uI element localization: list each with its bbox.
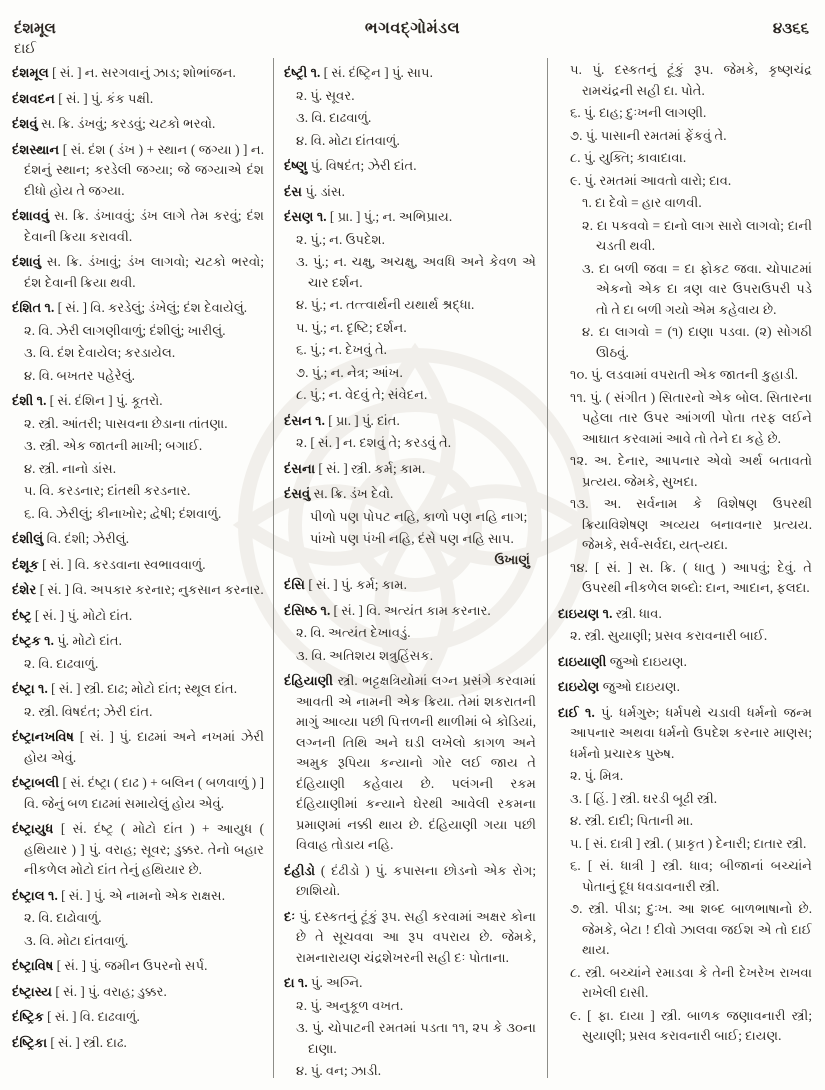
headword: દંષ્ટ્રા ૧. <box>12 681 48 696</box>
definition-text: [ સં. દંષ્ટ્ર ( મોટો દાંત ) + આયુધ ( હથિયાર ) ] પું. વરાહ; સૂવર; ડુક્કર. તેનો બહાર નીકળેલ મોટો દાંત તેનું હથિયાર છે. <box>24 821 264 877</box>
definition-text: ( દંઢીડો ) પું. કપાસના છોડનો એક રોગ; છાશિયો. <box>296 862 536 898</box>
dictionary-entry <box>12 1007 264 1028</box>
definition-text: [ સં. દંષ્ટ્રિન ] પું. સાપ. <box>323 65 433 80</box>
dictionary-entry <box>284 459 536 480</box>
sense-line <box>284 295 536 316</box>
definition-text: ૨. પું. મિત્ર. <box>570 768 624 783</box>
headword: દંષ્ટ્રિક <box>12 1009 44 1024</box>
definition-text: ૩. દા બળી જવા = દા ફોકટ જવા. ચોપાટમાં એકનો એક દા ત્રણ વાર ઉપરાઉપરી પડે તો તે દા બળી ગયો એમ કહેવાય છે. <box>582 260 812 317</box>
definition-text: [ સં. ] વિ. અપકાર કરનાર; નુકસાન કરનાર. <box>39 582 264 597</box>
definition-text: ૨. વિ. અત્યંત દેખાવડું. <box>296 625 411 640</box>
sense-line <box>558 451 812 492</box>
definition-text: જુઓ દાઇયણ. <box>609 653 687 669</box>
definition-text: ૧૧. પું. ( સંગીત ) સિતારનો એક બોલ. સિતારના પહેલા તાર ઉપર આંગળી પોતા તરફ લઈને આઘાત કરવામાં આવે તો તેને દા કહે છે. <box>570 389 812 446</box>
headword: દંહિયાણી <box>284 673 334 688</box>
dictionary-entry <box>284 671 536 856</box>
definition-text: ૮. પું. યુક્તિ; કાવાદાવા. <box>570 150 687 165</box>
sense-line <box>558 856 812 897</box>
dictionary-entry <box>284 63 536 84</box>
definition-text: ૨. વિ. દાઢોવાળું. <box>24 910 102 925</box>
dictionary-entry <box>558 652 812 673</box>
definition-text: ૩. વિ. દંશ દેવાયેલ; કરડાયેલ. <box>24 345 176 360</box>
definition-text: ૨. દા પકવવો = દાનો લાગ સારો લાગવો; દાની ચડતી થવી. <box>582 217 812 253</box>
headword: દંષ્ટ્રક ૧. <box>12 633 54 648</box>
dictionary-entry <box>12 206 264 247</box>
dictionary-entry <box>284 156 536 177</box>
sense-line <box>284 385 536 406</box>
definition-text: ૧૪. [ સં. ] સ. ક્રિ. ( ધાતુ ) આપવું; દેવું. તે ઉપરથી નીકળેલ શબ્દો: દાન, આદાન, ફલદા. <box>570 559 812 595</box>
definition-text: પું. વિષદંત; ઝેરી દાંત. <box>310 158 417 173</box>
definition-text: ૯. [ ફા. દાયા ] સ્ત્રી. બાળક જણાવનારી સ્ત્રી; સુયાણી; પ્રસવ કરાવનારી બાઈ; દાયણ. <box>570 1007 812 1043</box>
definition-text: [ સં. ] પું. કંક પક્ષી. <box>58 90 154 106</box>
dictionary-entry <box>12 114 264 135</box>
definition-text: ૬. [ સં. ધાત્રી ] સ્ત્રી. ધાવ; બીજાનાં બચ્ચાંને પોતાનું દૂધ ધવડાવનારી સ્ત્રી. <box>570 858 812 894</box>
definition-text: ૧. દા દેવો = હાર વાળવી. <box>582 195 702 210</box>
dictionary-entry <box>12 1033 264 1054</box>
sense-line <box>558 766 812 787</box>
sense-line <box>558 126 812 147</box>
headword: દંસણ ૧. <box>284 209 327 224</box>
headword: દંશી ૧. <box>12 393 47 408</box>
definition-text: ઉખાણું <box>494 551 530 567</box>
dictionary-entry <box>12 580 264 601</box>
columns-container <box>0 58 825 1086</box>
dictionary-entry <box>284 907 536 969</box>
definition-text: સ. ક્રિ. ડંખાવું; ડંખ લાગવો; ચટકો ભરવો; દંશ દેવાની ક્રિયા થવી. <box>24 254 264 290</box>
dictionary-entry <box>284 575 536 596</box>
sense-line <box>284 86 536 107</box>
subsense-line <box>558 322 812 363</box>
page-header <box>0 16 825 60</box>
sense-line <box>284 996 536 1017</box>
dictionary-entry <box>284 861 536 902</box>
verse-line <box>284 529 536 550</box>
definition-text: ૨. વિ. ઝેરી લાગણીવાળું; દંશીલું; ખારીલું. <box>24 322 226 338</box>
column-divider-left <box>273 58 274 1078</box>
headword: દંષ્ણુ <box>284 158 308 173</box>
sense-line <box>284 230 536 251</box>
definition-text: સ. ક્રિ. ડંખાવવું; ડંખ લાગે તેમ કરવું; દંશ દેવાની ક્રિયા કરાવવી. <box>24 208 264 244</box>
headword: દંસવું <box>284 486 311 501</box>
definition-text: [ પ્રા. ] પું.; ન. અભિપ્રાય. <box>329 209 453 224</box>
definition-text: સ. ક્રિ. ડંખવું; કરડવું; ચટકો ભરવો. <box>41 116 216 131</box>
definition-text: [ સં. ] વિ. કરડેલું; ડંખેલું; દંશ દેવાયેલું. <box>57 300 248 315</box>
definition-text: પું. મોટો દાંત. <box>57 633 122 648</box>
dictionary-entry <box>284 601 536 622</box>
definition-text: [ સં. ] ન. સરગવાનું ઝાડ; શોભાંજન. <box>52 65 236 80</box>
headword: દંશૂક <box>12 556 39 572</box>
headword: દાઇયણ ૧. <box>558 605 613 621</box>
definition-text: ૬. પું.; ન. દેખવું તે. <box>296 342 387 357</box>
definition-text: [ સં. ] પું. કર્મ; કામ. <box>308 577 407 592</box>
definition-text: [ સં. દંષ્ટ્રા ( દાઢ ) + બલિન ( બળવાળું ) ] વિ. જેનું બળ દાઢમાં સમાયેલું હોય એવું. <box>24 775 264 811</box>
subsense-line <box>558 259 812 321</box>
definition-text: [ સં. ] સ્ત્રી. કર્મ; કામ. <box>318 460 426 476</box>
headword: દા ૧. <box>284 975 308 990</box>
sense-line <box>558 1006 812 1047</box>
definition-text: ૩. પું. ચોપાટની રમતમાં પડતા ૧૧, ૨૫ કે ૩૦ના દાણા. <box>296 1020 536 1056</box>
sense-line <box>558 103 812 124</box>
sense-line <box>12 931 264 952</box>
definition-text: ૮. સ્ત્રી. બચ્ચાંને રમાડવા કે તેની દેખરેખ રાખવા રાખેલી દાસી. <box>570 964 812 1000</box>
attribution-line <box>284 550 536 571</box>
sense-line <box>284 363 536 384</box>
headword: દાઇયેણ <box>558 679 600 694</box>
headword: દંહીડો <box>284 862 316 878</box>
sense-line <box>12 343 264 364</box>
definition-text: ૨. સ્ત્રી. આંતરી; પાસવના છેડાના તાંતણા. <box>24 415 228 431</box>
sense-line <box>284 623 536 644</box>
sense-line <box>558 365 812 386</box>
dictionary-entry <box>12 727 264 768</box>
sense-line <box>12 702 264 723</box>
sense-line <box>284 1018 536 1059</box>
headword: દંસિ <box>284 577 306 592</box>
sense-line <box>12 459 264 480</box>
definition-text: ૭. સ્ત્રી. પીડા; દુઃખ. આ શબ્દ બાળભાષાનો છે. જેમકે, બેટા ! દીવો ઝાલવા જઈશ એ તો દાઈ થાય. <box>570 901 812 957</box>
headword: દંશાવવું <box>12 208 50 223</box>
sense-line <box>12 654 264 675</box>
sense-line <box>558 494 812 556</box>
definition-text: ૮. પું.; ન. વેદવું તે; સંવેદન. <box>296 387 428 402</box>
dictionary-entry <box>558 604 812 625</box>
header-last-word: દાઈ <box>14 42 37 57</box>
headword: દંષ્ટ્રાનખવિષ <box>12 729 74 744</box>
definition-text: [ સં. ] વિ. અત્યંત કામ કરનાર. <box>333 602 491 618</box>
dictionary-entry <box>284 411 536 432</box>
headword: દંષ્ટ્રાલ ૧. <box>12 887 58 903</box>
dictionary-entry <box>12 140 264 202</box>
sense-line <box>558 811 812 832</box>
dictionary-entry <box>284 207 536 228</box>
definition-text: ૫. [ સં. દાત્રી ] સ્ત્રી. ( પ્રાકૃત ) દેનારી; દાતાર સ્ત્રી. <box>570 835 807 851</box>
definition-text: ૪. વિ. મોટા દાંતવાળું. <box>296 132 400 148</box>
dictionary-title: ભગવદ્ગોમંડલ <box>364 20 461 37</box>
headword: દંષ્ટ્ર <box>12 607 32 623</box>
dictionary-entry <box>12 679 264 700</box>
headword: દંશમૂલ <box>12 65 49 80</box>
dictionary-entry <box>12 631 264 652</box>
definition-text: [ સં. ] પું. જમીન ઉપરનો સર્પ. <box>56 958 208 973</box>
sense-line <box>284 131 536 152</box>
subsense-line <box>558 193 812 214</box>
definition-text: ૧૩. અ. સર્વનામ કે વિશેષણ ઉપરથી ક્રિયાવિશેષણ અવ્યય બનાવનાર પ્રત્યય. જેમકે, સર્વ-સર્વદા, યત્-યદા. <box>570 496 812 552</box>
header-first-word: દંશમૂલ <box>14 21 56 37</box>
definition-text: ૪. સ્ત્રી. દાદી; પિતાની મા. <box>570 813 694 828</box>
definition-text: પું. અગ્નિ. <box>310 975 363 990</box>
definition-text: ૪. વિ. બખતર પહેરેલું. <box>24 367 135 383</box>
dictionary-entry <box>12 606 264 627</box>
definition-text: પું. ધર્મગુરુ; ધર્મપથે ચડાવી ધર્મનો જન્મ આપનાર અથવા ધર્મનો ઉપદેશ કરનાર માણસ; ધર્મનો પ્રચારક પુરુષ. <box>570 704 812 761</box>
definition-text: ૬. પું. દાહ; દુઃખની લાગણી. <box>570 105 707 120</box>
definition-text: [ સં. ] સ્ત્રી. દાઢ; મોટો દાંત; સ્થૂલ દાંત. <box>51 681 237 696</box>
definition-text: સ. ક્રિ. ડંખ દેવો. <box>313 486 394 501</box>
sense-line <box>558 388 812 450</box>
dictionary-entry <box>12 298 264 319</box>
sense-line <box>284 1061 536 1082</box>
definition-text: પાંખો પણ પંખી નહિ, દંસે પણ નહિ સાપ. <box>310 531 514 546</box>
sense-line <box>284 252 536 293</box>
definition-text: સ્ત્રી. ધાવ. <box>615 605 662 621</box>
definition-text: ૩. સ્ત્રી. એક જાતની માખી; બગાઈ. <box>24 438 203 453</box>
dictionary-entry <box>284 182 536 203</box>
headword: દંશવદન <box>12 90 55 106</box>
definition-text: ૩. વિ. મોટા દાંતવાળું. <box>24 932 129 948</box>
definition-text: ૧૨. અ. દેનાર, આપનાર એવો અર્થ બતાવતો પ્રત્યય. જેમકે, સુખદા. <box>570 453 812 489</box>
definition-text: [ સં. ] વિ. દાઢવાળું. <box>47 1009 140 1024</box>
sense-line <box>12 504 264 525</box>
definition-text: ૨. વિ. દાઢવાળું. <box>24 655 99 671</box>
headword: દંશાવું <box>12 254 41 269</box>
dictionary-entry <box>12 886 264 907</box>
dictionary-entry <box>284 973 536 994</box>
headword: દંશેર <box>12 582 37 597</box>
headword: દંષ્ટ્રી ૧. <box>284 65 321 80</box>
definition-text: ૬. વિ. ઝેરીલું; કીનાખોર; દ્વેષી; દંશવાળું. <box>24 505 222 521</box>
dictionary-entry <box>558 677 812 698</box>
headword: દંસના <box>284 460 316 476</box>
definition-text: [ પ્રા. ] પું. દાંત. <box>328 412 400 428</box>
definition-text: ૩. [ હિં. ] સ્ત્રી. ઘરડી બૂઢી સ્ત્રી. <box>570 790 718 806</box>
dictionary-entry <box>284 484 536 505</box>
verse-line <box>284 507 536 528</box>
definition-text: ૨. પું. સૂવર. <box>296 87 355 103</box>
dictionary-entry <box>12 982 264 1003</box>
dictionary-entry <box>12 529 264 550</box>
sense-line <box>12 414 264 435</box>
definition-text: [ સં. ] પું. વરાહ; ડુક્કર. <box>55 983 167 999</box>
column-3 <box>558 58 812 1086</box>
headword: દંશસ્થાન <box>12 141 60 157</box>
definition-text: જુઓ દાઇયણ. <box>602 679 680 694</box>
dictionary-entry <box>12 956 264 977</box>
sense-line <box>558 60 812 101</box>
definition-text: પું. દસ્કતનું ટૂંકું રૂપ. સહી કરવામાં અક્ષર કોના છે તે સૂચવવા આ રૂપ વપરાય છે. જેમકે, રામનારાયણ ચંદ્રશેખરની સહી દઃ પોતાના. <box>296 908 536 965</box>
headword: દંસ <box>284 183 303 199</box>
sense-line <box>558 558 812 599</box>
dictionary-entry <box>12 89 264 110</box>
sense-line <box>558 963 812 1004</box>
page-number: ૪૩૬૬ <box>772 21 809 37</box>
headword: દંષ્ટ્રિકા <box>12 1034 48 1050</box>
definition-text: ૪. પું.; ન. તત્ત્વાર્થની યથાર્થ શ્રદ્ધા. <box>296 297 475 312</box>
definition-text: ૩. વિ. દાઢવાળું. <box>296 110 372 125</box>
definition-text: વિ. દંશી; ઝેરીલું. <box>46 531 130 546</box>
definition-text: ૪. સ્ત્રી. નાનો ડાંસ. <box>24 460 117 476</box>
definition-text: [ સં. દંશિન ] પું. કૂતરો. <box>49 393 163 408</box>
headword: દંશિત ૧. <box>12 300 55 315</box>
sense-line <box>12 436 264 457</box>
definition-text: ૨. સ્ત્રી. વિષદંત; ઝેરી દાંત. <box>24 703 153 719</box>
sense-line <box>12 908 264 929</box>
definition-text: [ સં. ] સ્ત્રી. દાઢ. <box>50 1034 127 1050</box>
headword: દંશીલું <box>12 531 44 546</box>
headword: દઃ <box>284 908 296 924</box>
definition-text: પું. ડાંસ. <box>305 183 345 199</box>
column-2 <box>284 58 536 1086</box>
sense-line <box>12 321 264 342</box>
definition-text: [ સં. ] પું. દાઢમાં અને નખમાં ઝેરી હોય એવું. <box>24 729 264 765</box>
dictionary-entry <box>12 773 264 814</box>
headword: દંશવું <box>12 116 38 131</box>
headword: દાઈ ૧. <box>558 704 595 720</box>
sense-line <box>558 899 812 961</box>
definition-text: ૨. પું. અનુકૂળ વખત. <box>296 997 404 1013</box>
definition-text: ૨. [ સં. ] ન. દશવું તે; કરડવું તે. <box>296 435 452 450</box>
headword: દંષ્ટ્રાયુધ <box>12 821 54 836</box>
definition-text: ૪. પું. વન; ઝાડી. <box>296 1063 382 1078</box>
definition-text: ૨. પું.; ન. ઉપદેશ. <box>296 231 385 247</box>
definition-text: [ સં. દંશ ( ડંખ ) + સ્થાન ( જગ્યા ) ] ન. દંશનું સ્થાન; કરડેલી જગ્યા; જે જગ્યાએ દંશ દીધો હોય તે જગ્યા. <box>24 141 264 198</box>
headword: દંસન ૧. <box>284 412 325 428</box>
sense-line <box>558 148 812 169</box>
column-divider-right <box>547 58 548 1078</box>
column-1 <box>12 58 264 1086</box>
definition-text: ૫. પું.; ન. દૃષ્ટિ; દર્શન. <box>296 319 407 335</box>
definition-text: સ્ત્રી. ભટ્ટક્ષત્રિયોમાં લગ્ન પ્રસંગે કરવામાં આવતી એ નામની એક ક્રિયા. તેમાં શકરાતની માગું આવ્યા પછી પિત્તળની થાળીમાં બે કોડિયાં, લગ્નની તિથિ અને ઘડી લખેલો કાગળ અને અમુક રૂપિયા કન્યાનો ગોર લઈ જાય તે દંહિયાણી કહેવાય છે. પલંગની રકમ દંહિયાણીમાં કન્યાને ઘેરથી આવેલી રકમના પ્રમાણમાં નક્કી થાય છે. દંહિયાણી ગયા પછી વિવાહ તોડાય નહિ. <box>296 673 536 852</box>
definition-text: ૭. પું. પાસાની રમતમાં ફેંકવું તે. <box>570 127 727 143</box>
definition-text: ૫. પું. દસ્કતનું ટૂંકું રૂપ. જેમકે, કૃષ્ણચંદ્ર રામચંદ્રની સહી દા. પોતે. <box>570 62 812 98</box>
definition-text: ૪. દા લાગવો = (૧) દાણા પડવા. (૨) સોગઠી ઊઠવું. <box>582 324 812 360</box>
sense-line <box>284 340 536 361</box>
dictionary-entry <box>558 703 812 765</box>
dictionary-entry <box>12 252 264 293</box>
sense-line <box>284 108 536 129</box>
dictionary-entry <box>12 63 264 84</box>
definition-text: ૭. પું.; ન. નેત્ર; આંખ. <box>296 364 403 380</box>
sense-line <box>284 318 536 339</box>
dictionary-entry <box>12 555 264 576</box>
definition-text: ૨. સ્ત્રી. સુયાણી; પ્રસવ કરાવનારી બાઈ. <box>570 628 768 643</box>
definition-text: ૯. પું. રમતમાં આવતો વારો; દાવ. <box>570 172 732 188</box>
definition-text: ૩. પું.; ન. ચક્ષુ, અચક્ષુ, અવધિ અને કેવળ એ ચાર દર્શન. <box>296 254 536 290</box>
headword: દંષ્ટ્રાબલી <box>12 775 60 790</box>
headword: દંષ્ટ્રાસ્ય <box>12 983 53 999</box>
definition-text: [ સં. ] વિ. કરડવાના સ્વભાવવાળું. <box>42 556 206 572</box>
sense-line <box>558 834 812 855</box>
definition-text: પીળો પણ પોપટ નહિ, કાળો પણ નહિ નાગ; <box>310 508 528 524</box>
definition-text: ૫. વિ. કરડનાર; દાંતથી કરડનાર. <box>24 483 191 498</box>
sense-line <box>558 626 812 647</box>
dictionary-entry <box>12 819 264 881</box>
headword: દંસિષ્ઠ ૧. <box>284 602 331 618</box>
sense-line <box>558 789 812 810</box>
definition-text: ૧૦. પું. લડવામાં વપરાતી એક જાતની કુહાડી. <box>570 367 798 382</box>
headword: દાઇયાણી <box>558 653 607 669</box>
sense-line <box>284 646 536 667</box>
sense-line <box>12 481 264 502</box>
definition-text: [ સં. ] પું. એ નામનો એક રાક્ષસ. <box>61 887 226 903</box>
definition-text: ૩. વિ. અતિશય શત્રુહિંસક. <box>296 647 433 663</box>
definition-text: [ સં. ] પું. મોટો દાંત. <box>34 607 133 623</box>
subsense-line <box>558 216 812 257</box>
dictionary-entry <box>12 391 264 412</box>
sense-line <box>284 433 536 454</box>
sense-line <box>12 366 264 387</box>
sense-line <box>558 171 812 192</box>
headword: દંષ્ટ્રાવિષ <box>12 958 54 973</box>
